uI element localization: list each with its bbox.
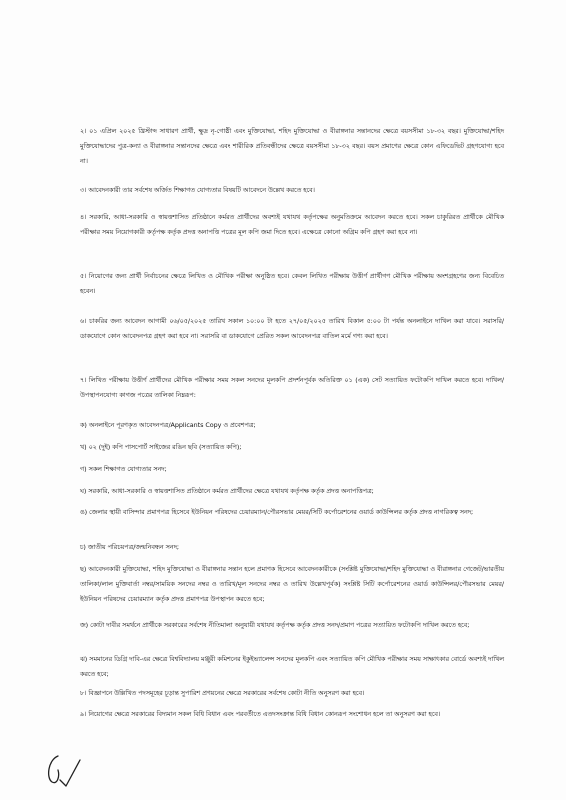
list-item-jha: ঝ) সমমানের ডিগ্রি দাবি-এর ক্ষেত্রে বিশ্ববিদ্যালয় মঞ্জুরী কমিশনের ইকুইভ্যালেন্স সনদের মূলকপি এবং সত্যায়িত কপি মৌখিক পরীক্ষার সময় সাক্ষাৎকার বোর্ডে অবশ্যই দাখিল করতে হবে; [80,655,504,678]
list-item-ka: ক) অনলাইনে পূরণকৃত আবেদনপত্র/Applicants Copy ও প্রবেশপত্র; [80,421,256,429]
list-item-gha: ঘ) সরকারি, আধা-সরকারি ও স্বায়ত্তশাসিত প্রতিষ্ঠানে কর্মরত প্রার্থীদের ক্ষেত্রে যথাযথ কর্তৃপক্ষ কর্তৃক প্রদত্ত অনাপত্তিপত্র; [80,487,374,495]
clause-rules: ৯। নিয়োগের ক্ষেত্রে সরকারের বিদ্যমান সকল বিধি বিধান এবং পরবর্তীতে এতদসংক্রান্ত বিধি বিধান কোনরূপ সংশোধন হলে তা অনুসরণ করা হবে। [80,710,441,718]
list-item-umo: ঙ) জেলার স্থায়ী বাসিন্দার প্রমাণপত্র হিসেবে ইউনিয়ন পরিষদের চেয়ারম্যান/পৌরসভার মেয়র/সিটি কর্পোরেশনের ওয়ার্ড কাউন্সিলর কর্তৃক প্রদত্ত নাগরিকত্ব সনদ; [80,508,474,516]
list-item-ga: গ) সকল শিক্ষাগত যোগ্যতার সনদ; [80,465,167,473]
clause-application-period: ৬। চাকরির জন্য আবেদন আগামী ০৬/০৫/২০২৫ তারিখ সকাল ১০:০০ টা হতে ২৭/০৫/২০২৫ তারিখ বিকাল ৫:০০ টা পর্যন্ত অনলাইনে দাখিল করা যাবে। সরাসরি/ডাকযোগে কোন আবেদনপত্র গ্রহণ করা হবে না। সরাসরি বা ডাকযোগে প্রেরিত সকল আবেদনপত্র বাতিল মর্মে গণ্য করা হবে। [80,317,504,340]
signature-mark [44,750,86,790]
clause-documents-intro: ৭। লিখিত পরীক্ষায় উত্তীর্ণ প্রার্থীদের মৌখিক পরীক্ষার সময় সকল সনদের মূলকপি প্রদর্শনপূর্বক অতিরিক্ত ০১ (এক) সেট সত্যায়িত ফটোকপি দাখিল করতে হবে। দাখিল/উপস্থাপনযোগ্য কাগজ পত্রের তালিকা নিম্নরূপ: [80,376,504,399]
clause-exams: ৫। নিয়োগের জন্য প্রার্থী নির্বাচনের ক্ষেত্রে লিখিত ও মৌখিক পরীক্ষা অনুষ্ঠিত হবে। কেবল লিখিত পরীক্ষায় উত্তীর্ণ প্রার্থীগণ মৌখিক পরীক্ষায় অংশগ্রহণের জন্য বিবেচিত হবেন। [80,272,504,295]
clause-age-limit: ২। ০১ এপ্রিল ২০২৫ খ্রিস্টাব্দ সাধারণ প্রার্থী, ক্ষুদ্র নৃ-গোষ্ঠী এবং মুক্তিযোদ্ধা, শহিদ মুক্তিযোদ্ধা ও বীরাঙ্গনার সন্তানদের ক্ষেত্রে বয়সসীমা ১৮-৩২ বছর। মুক্তিযোদ্ধা/শহিদ মুক্তিযোদ্ধাদের পুত্র-কন্যা ও বীরাঙ্গনার সন্তানদের ক্ষেত্রে এবং শারীরিক প্রতিবন্ধীদের ক্ষেত্রে বয়সসীমা ১৮-৩২ বছর। বয়স প্রমাণের ক্ষেত্রে কোন এফিডেভিট গ্রহণযোগ্য হবে না। [80,127,504,165]
list-item-cha: চ) জাতীয় পরিচয়পত্র/জন্মনিবন্ধন সনদ; [80,543,180,551]
clause-education-mention: ৩। আবেদনকারী তার সর্বশেষ অর্জিত শিক্ষাগত যোগ্যতার বিষয়টি আবেদনে উল্লেখ করতে হবে। [80,186,315,194]
list-item-kha: খ) ০২ (দুই) কপি পাসপোর্ট সাইজের রঙিন ছবি (সত্যায়িত কপি); [80,443,242,451]
list-item-ja: জ) কোটা দাবীর সমর্থনে প্রার্থীকে সরকারের সর্বশেষ নীতিমালা অনুযায়ী যথাযথ কর্তৃপক্ষ কর্তৃক প্রদত্ত সনদ/প্রমাণ পত্রের সত্যায়িত ফটোকপি দাখিল করতে হবে; [80,621,470,629]
clause-quota-policy: ৮। বিজ্ঞাপনে উল্লিখিত পদসমূহের চূড়ান্ত সুপারিশ প্রণয়নের ক্ষেত্রে সরকারের সর্বশেষ কোটা নীতি অনুসরণ করা হবে। [80,689,365,697]
list-item-chha: ছ) আবেদনকারী মুক্তিযোদ্ধা, শহিদ মুক্তিযোদ্ধা ও বীরাঙ্গনার সন্তান হলে প্রমাণক হিসেবে আবেদনকারীকে (সংশ্লিষ্ট মুক্তিযোদ্ধা/শহিদ মুক্তিযোদ্ধা ও বীরাঙ্গনার গেজেট/ভারতীয় তালিকা/লাল মুক্তিবার্তা নম্বর/সাময়িক সনদের নম্বর ও তারিখ/মূল সনদের নম্বর ও তারিখ উল্লেখপূর্বক) সংশ্লিষ্ট সিটি কর্পোরেশনের ওয়ার্ড কাউন্সিলর/পৌরসভার মেয়র/ইউনিয়ন পরিষদের চেয়ারম্যান কর্তৃক প্রদত্ত প্রমাণপত্র উপস্থাপন করতে হবে; [80,565,504,603]
clause-govt-employees: ৪। সরকারি, আধা-সরকারি ও স্বায়ত্তশাসিত প্রতিষ্ঠানে কর্মরত প্রার্থীদের অবশ্যই যথাযথ কর্তৃপক্ষের অনুমতিক্রমে আবেদন করতে হবে। সকল চাকুরিরত প্রার্থীকে মৌখিক পরীক্ষার সময় নিয়োগকারী কর্তৃপক্ষ কর্তৃক প্রদত্ত অনাপত্তি পত্রের মূল কপি জমা দিতে হবে। এক্ষেত্রে কোনো অগ্রিম কপি গ্রহণ করা হবে না। [80,213,504,236]
